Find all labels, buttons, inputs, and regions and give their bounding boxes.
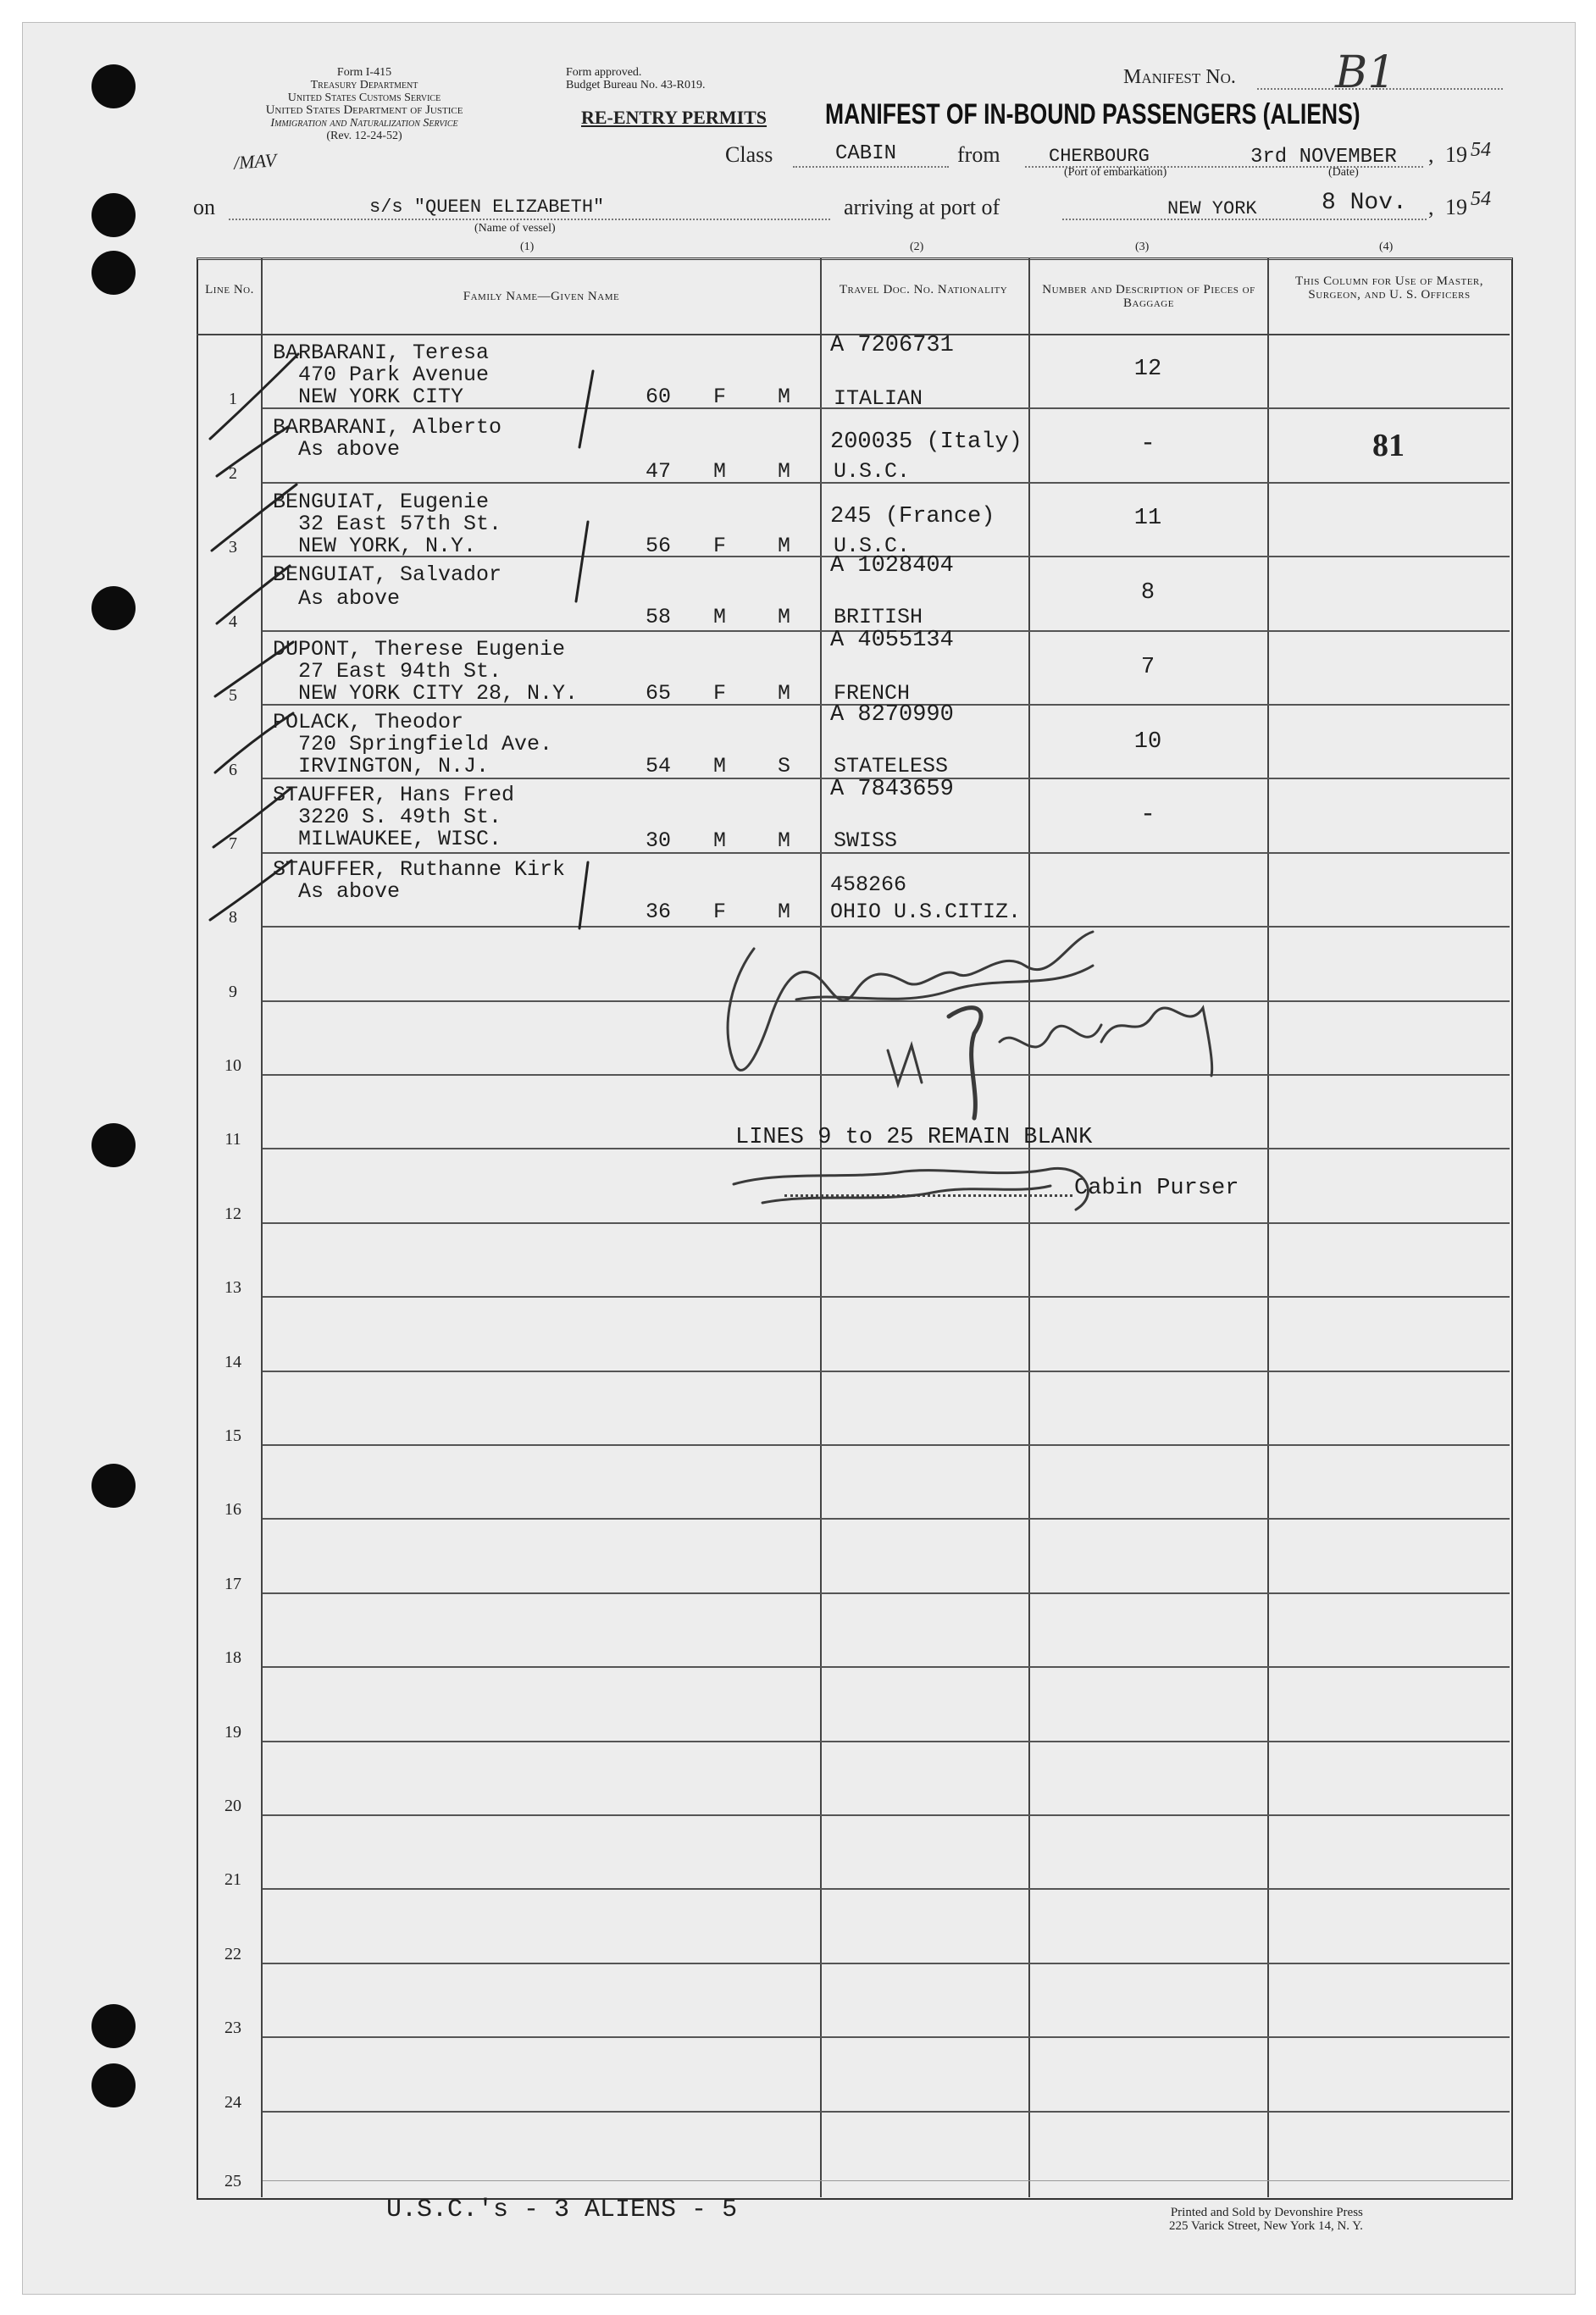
travel-doc-no: 200035 (Italy) [830,429,1022,455]
passenger-sex: F [713,900,727,924]
baggage-count: 12 [1133,357,1162,382]
line-number: 5 [229,686,237,705]
baggage-count: 7 [1140,655,1155,680]
form-approved: Form approved. [566,66,642,79]
line-number: 22 [224,1945,241,1963]
line-number: 21 [224,1870,241,1889]
form-number: Form I-415 [336,66,392,79]
comma: , [1428,142,1434,167]
col-num-2: (2) [910,241,924,253]
check-mark [217,427,288,476]
col-num-4: (4) [1379,241,1394,253]
manifest-title: MANIFEST OF IN-BOUND PASSENGERS (ALIENS) [825,98,1360,130]
line-number: 1 [229,390,237,408]
col-num-3: (3) [1135,241,1150,253]
line-number: 25 [224,2172,241,2190]
passenger-marital: M [778,828,791,853]
line-number: 17 [224,1575,241,1593]
line-number: 16 [224,1500,241,1519]
line-number: 7 [229,834,237,853]
travel-doc-no: A 1028404 [830,553,954,579]
line-number: 3 [229,538,237,557]
line-number: 24 [224,2093,241,2112]
passenger-age: 56 [646,534,672,558]
line-number: 10 [224,1056,241,1075]
tick-mark [576,522,588,601]
tick-mark [579,862,588,928]
line-number: 19 [224,1723,241,1742]
passenger-address: 27 East 94th St. [298,659,502,684]
travel-doc-no: A 7843659 [830,777,954,802]
passenger-marital: M [778,385,791,409]
check-mark [215,642,293,696]
header-travel-doc: Travel Doc. No. Nationality [839,283,1008,296]
line-number: 9 [229,983,237,1001]
vessel-value: s/s "QUEEN ELIZABETH" [369,197,605,218]
nationality: BRITISH [834,605,923,629]
travel-doc-no: A 8270990 [830,702,954,728]
treasury-dept: Treasury Department [310,79,418,91]
travel-doc-no: A 7206731 [830,333,954,358]
purser-signature [762,1186,1050,1203]
arriving-label: arriving at port of [844,195,1000,219]
passenger-address: 3220 S. 49th St. [298,805,502,829]
line-number: 2 [229,464,237,483]
check-mark [212,485,296,551]
passenger-marital: M [778,681,791,706]
passenger-marital: M [778,900,791,924]
budget-bureau: Budget Bureau No. 43-R019. [566,79,706,91]
signature-scrawl [949,1008,981,1118]
passenger-address: MILWAUKEE, WISC. [298,827,502,851]
travel-doc-no: A 4055134 [830,628,954,653]
passenger-sex: M [713,828,727,853]
passenger-address: IRVINGTON, N.J. [298,754,490,778]
justice-dept: United States Department of Justice [265,103,463,117]
passenger-sex: M [713,459,727,484]
signature-scrawl [888,1045,922,1084]
col-num-1: (1) [520,241,535,253]
line-number: 20 [224,1797,241,1815]
passenger-marital: S [778,754,791,778]
passenger-name: POLACK, Theodor [273,710,464,734]
printer-line-1: Printed and Sold by Devonshire Press [1170,2206,1363,2219]
baggage-count: - [1139,800,1155,829]
from-label: from [957,142,1000,167]
header-baggage: Number and Description of Pieces of Baggage [1042,283,1255,310]
header-name: Family Name—Given Name [463,290,620,303]
comma: , [1428,195,1434,219]
passenger-sex: F [713,681,727,706]
passenger-name: STAUFFER, Hans Fred [273,783,515,807]
check-mark [217,566,290,623]
line-number: 18 [224,1648,241,1667]
vessel-caption: (Name of vessel) [474,222,556,235]
nationality: U.S.C. [834,459,911,484]
purser-title: Cabin Purser [1074,1176,1239,1201]
signature-scrawl [1000,1025,1101,1047]
passenger-address: 720 Springfield Ave. [298,732,553,756]
check-mark [210,354,298,439]
passenger-marital: M [778,534,791,558]
passenger-address: As above [298,586,401,611]
passenger-address: 470 Park Avenue [298,363,490,387]
passenger-age: 60 [646,385,672,409]
passenger-name: BENGUIAT, Eugenie [273,490,490,514]
header-line-no: Line No. [205,283,254,296]
port-embark-caption: (Port of embarkation) [1064,166,1167,179]
passenger-age: 36 [646,900,672,924]
departure-date: 3rd NOVEMBER [1250,146,1397,169]
year-prefix: 19 [1445,142,1467,167]
manifest-no-handwritten: B1 [1335,47,1396,98]
class-value: CABIN [835,142,897,165]
travel-doc-no: 245 (France) [830,504,995,529]
passenger-address: As above [298,437,401,462]
passenger-sex: F [713,534,727,558]
revision: (Rev. 12-24-52) [326,130,402,142]
ins-service: Immigration and Naturalization Service [270,117,458,130]
officer-column-mark: 81 [1372,428,1405,463]
line-number: 15 [224,1426,241,1445]
travel-doc-no: 458266 [830,872,907,897]
class-label: Class [725,142,773,167]
passenger-address: NEW YORK CITY [298,385,464,409]
passenger-address: NEW YORK CITY 28, N.Y. [298,681,579,706]
baggage-count: 10 [1133,729,1162,755]
passenger-age: 30 [646,828,672,853]
passenger-name: BARBARANI, Alberto [273,415,502,440]
printer-line-2: 225 Varick Street, New York 14, N. Y. [1169,2219,1363,2233]
baggage-count: 8 [1140,580,1155,606]
line-number: 6 [229,761,237,779]
check-mark [215,713,293,773]
passenger-name: STAUFFER, Ruthanne Kirk [273,857,566,882]
arrival-year-suffix: 54 [1471,188,1491,210]
passenger-sex: M [713,754,727,778]
on-label: on [193,195,215,219]
line-number: 13 [224,1278,241,1297]
signature-scrawl [1101,1008,1212,1076]
passenger-name: BARBARANI, Teresa [273,341,490,365]
line-number: 4 [229,612,237,631]
nationality: ITALIAN [834,386,923,411]
from-value: CHERBOURG [1049,146,1150,167]
nationality: SWISS [834,828,898,853]
nationality: STATELESS [834,754,949,778]
arrival-port: NEW YORK [1167,198,1257,219]
line-number: 12 [224,1205,241,1223]
line-number: 8 [229,908,237,927]
totals-note: U.S.C.'s - 3 ALIENS - 5 [386,2196,738,2224]
passenger-marital: M [778,605,791,629]
line-number: 11 [224,1130,241,1149]
passenger-marital: M [778,459,791,484]
passenger-age: 65 [646,681,672,706]
mav-annotation: /MAV [233,149,278,174]
line-number: 14 [224,1353,241,1371]
signature-scrawl [796,966,1093,1000]
line-number: 23 [224,2019,241,2037]
passenger-sex: M [713,605,727,629]
passenger-address: 32 East 57th St. [298,512,502,536]
reentry-permits-stamp: RE-ENTRY PERMITS [581,107,768,128]
baggage-count: 11 [1133,506,1162,531]
passenger-age: 54 [646,754,672,778]
passenger-name: BENGUIAT, Salvador [273,562,502,587]
date-caption: (Date) [1328,166,1359,179]
passenger-name: DUPONT, Therese Eugenie [273,637,566,662]
tick-mark [579,371,593,447]
check-mark [213,788,291,847]
passenger-age: 58 [646,605,672,629]
passenger-address: NEW YORK, N.Y. [298,534,477,558]
arrival-year-prefix: 19 [1445,195,1467,219]
year-suffix: 54 [1471,139,1491,161]
manifest-no-label: Manifest No. [1123,66,1236,88]
customs-service: United States Customs Service [287,91,441,104]
header-officers: This Column for Use of Master, Surgeon, and U. S. Officers [1294,274,1484,302]
lines-blank-note: LINES 9 to 25 REMAIN BLANK [735,1125,1093,1150]
passenger-sex: F [713,385,727,409]
passenger-age: 47 [646,459,672,484]
baggage-count: - [1139,429,1155,458]
arrival-date: 8 Nov. [1322,190,1407,216]
check-mark [210,861,291,920]
nationality: FRENCH [834,681,911,706]
nationality: U.S.C. [834,534,911,558]
nationality: OHIO U.S.CITIZ. [830,900,1022,924]
passenger-address: As above [298,879,401,904]
